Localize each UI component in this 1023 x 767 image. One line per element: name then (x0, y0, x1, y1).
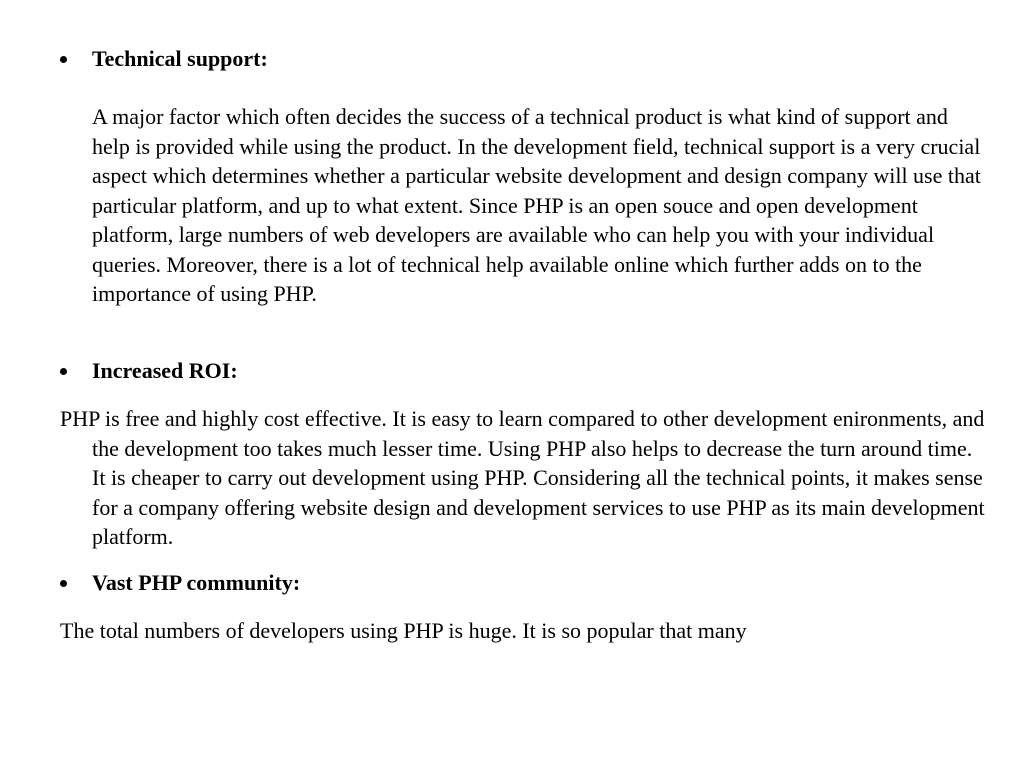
section-paragraph: The total numbers of developers using PHP is huge. It is so popular that many (60, 618, 747, 643)
section-paragraph: PHP is free and highly cost effective. It is easy to learn compared to other development enironments, and the development too takes much lesser time. Using PHP also helps to decrease the turn around time. It is cheaper to carry out development using PHP. Considering all the technical points, it makes sense for a company offering website design and development services to use PHP as its main development platform. (60, 406, 985, 549)
section-heading: Increased ROI: (92, 358, 238, 383)
bullet-dot-icon (60, 580, 67, 587)
section-heading: Vast PHP community: (92, 570, 301, 595)
bullet-dot-icon (60, 56, 67, 63)
section-heading: Technical support: (92, 46, 268, 71)
section-paragraph: A major factor which often decides the success of a technical product is what kind of support and help is provided while using the product. In the development field, technical support is a very crucial aspect which determines whether a particular website development and design company will use that particular platform, and up to what extent. Since PHP is an open souce and open development platform, large numbers of web developers are available who can help you with your individual queries. Moreover, there is a lot of technical help available online which further adds on to the importance of using PHP. (92, 104, 981, 306)
bullet-dot-icon (60, 368, 67, 375)
